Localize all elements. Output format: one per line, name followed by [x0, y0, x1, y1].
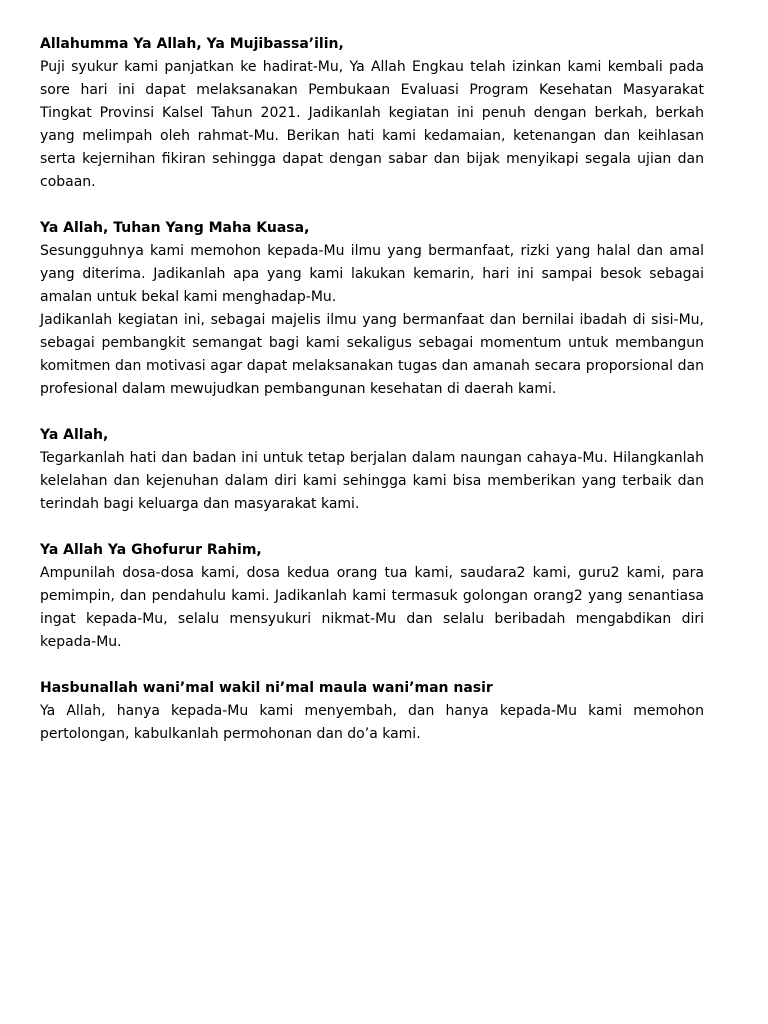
prayer-section-forgiveness: [40, 539, 704, 654]
prayer-section-strength: [40, 424, 704, 516]
section-heading: Hasbunallah wani’mal wakil ni’mal maula wani’man nasir: [40, 680, 493, 696]
section-heading: Ya Allah Ya Ghofurur Rahim,: [40, 542, 262, 558]
section-paragraph: Sesungguhnya kami memohon kepada-Mu ilmu yang bermanfaat, rizki yang halal dan amal yang diterima. Jadikanlah apa yang kami lakukan kemarin, hari ini sampai besok sebagai amalan untuk bekal kami menghadap-Mu.: [40, 243, 704, 305]
section-heading: Ya Allah, Tuhan Yang Maha Kuasa,: [40, 220, 310, 236]
section-paragraph: Ampunilah dosa-dosa kami, dosa kedua orang tua kami, saudara2 kami, guru2 kami, para pemimpin, dan pendahulu kami. Jadikanlah kami termasuk golongan orang2 yang senantiasa ingat kepada-Mu, selalu mensyukuri nikmat-Mu dan selalu beribadah mengabdikan diri kepada-Mu.: [40, 565, 704, 650]
section-heading: Allahumma Ya Allah, Ya Mujibassa’ilin,: [40, 36, 344, 52]
section-heading: Ya Allah,: [40, 427, 109, 443]
prayer-section-knowledge: [40, 217, 704, 401]
prayer-section-opening: [40, 33, 704, 194]
document-page: [40, 33, 704, 769]
section-paragraph: Puji syukur kami panjatkan ke hadirat-Mu, Ya Allah Engkau telah izinkan kami kembali pada sore hari ini dapat melaksanakan Pembukaan Evaluasi Program Kesehatan Masyarakat Tingkat Provinsi Kalsel Tahun 2021. Jadikanlah kegiatan ini penuh dengan berkah, berkah yang melimpah oleh rahmat-Mu. Berikan hati kami kedamaian, ketenangan dan keihlasan serta kejernihan fikiran sehingga dapat dengan sabar dan bijak menyikapi segala ujian dan cobaan.: [40, 59, 704, 190]
section-paragraph: Ya Allah, hanya kepada-Mu kami menyembah, dan hanya kepada-Mu kami memohon pertolongan, kabulkanlah permohonan dan do’a kami.: [40, 703, 704, 742]
prayer-section-closing: [40, 677, 704, 746]
section-paragraph: Tegarkanlah hati dan badan ini untuk tetap berjalan dalam naungan cahaya-Mu. Hilangkanlah kelelahan dan kejenuhan dalam diri kami sehingga kami bisa memberikan yang terbaik dan terindah bagi keluarga dan masyarakat kami.: [40, 450, 704, 512]
section-paragraph: Jadikanlah kegiatan ini, sebagai majelis ilmu yang bermanfaat dan bernilai ibadah di sisi-Mu, sebagai pembangkit semangat bagi kami sekaligus sebagai momentum untuk membangun komitmen dan motivasi agar dapat melaksanakan tugas dan amanah secara proporsional dan profesional dalam mewujudkan pembangunan kesehatan di daerah kami.: [40, 312, 704, 397]
